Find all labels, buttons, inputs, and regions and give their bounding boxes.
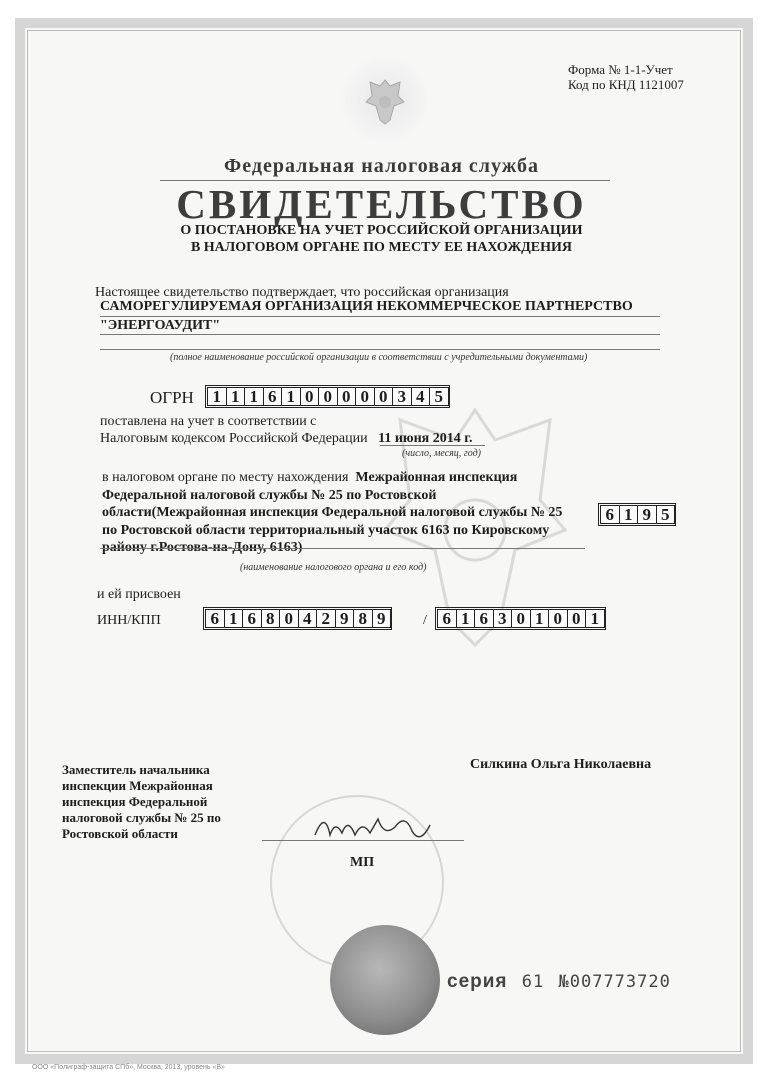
signatory-title-line: инспекция Федеральной	[62, 794, 208, 809]
ogrn-digit-cell: 1	[244, 387, 264, 406]
kpp-digits	[437, 609, 604, 628]
tax-authority	[102, 469, 582, 557]
ogrn-digit-cell: 1	[207, 387, 227, 406]
kpp-digit-cell: 1	[456, 609, 476, 628]
innkpp-label: ИНН/КПП	[97, 613, 161, 628]
kpp-digit-cell: 0	[511, 609, 531, 628]
agency-name: Федеральная налоговая служба	[224, 155, 539, 177]
inn-digit-cell: 2	[316, 609, 336, 628]
authority-name-line: Межрайонная инспекция	[355, 470, 518, 485]
inn-digit-cell: 8	[353, 609, 373, 628]
innkpp-separator: /	[423, 613, 427, 628]
signatory-title	[62, 762, 221, 842]
authority-name-line: Федеральной налоговой службы № 25 по Ростовской	[102, 487, 437, 503]
inn-digit-cell: 9	[335, 609, 355, 628]
inn-digit-cell: 8	[261, 609, 281, 628]
ogrn-digits	[207, 387, 448, 406]
ogrn-digit-cell: 0	[355, 387, 375, 406]
assigned-text: и ей присвоен	[97, 587, 181, 602]
form-number-line: Форма № 1-1-Учет	[568, 62, 673, 77]
ogrn-digit-cell: 4	[411, 387, 431, 406]
registration-date: 11 июня 2014 г.	[378, 431, 473, 446]
inn-digit-cell: 6	[242, 609, 262, 628]
ogrn-digit-cell: 6	[263, 387, 283, 406]
ogrn-digit-cell: 5	[429, 387, 449, 406]
kpp-digit-cell: 3	[493, 609, 513, 628]
date-underline	[380, 445, 485, 446]
inn-digit-cell: 9	[372, 609, 392, 628]
certificate-title: СВИДЕТЕЛЬСТВО	[176, 181, 587, 227]
authority-code-field	[598, 503, 676, 526]
serial-label: серия	[447, 971, 508, 992]
signatory-title-line: Заместитель начальника	[62, 762, 210, 777]
inn-digit-cell: 1	[224, 609, 244, 628]
kpp-digit-cell: 1	[585, 609, 605, 628]
kpp-field	[435, 607, 606, 630]
ogrn-digit-cell: 0	[374, 387, 394, 406]
signatory-title-line: инспекции Межрайонная	[62, 778, 213, 793]
tax-code-text: Налоговым кодексом Российской Федерации	[100, 431, 368, 446]
authority-name-line: по Ростовской области территориальный участок 6163 по Кировскому	[102, 522, 550, 538]
knd-code-line: Код по КНД 1121007	[568, 77, 684, 92]
ogrn-label: ОГРН	[150, 388, 194, 407]
authority-code-digit-cell: 1	[619, 505, 639, 524]
authority-code-digit-cell: 9	[637, 505, 657, 524]
kpp-digit-cell: 6	[437, 609, 457, 628]
inn-digit-cell: 4	[298, 609, 318, 628]
subtitle-line: О ПОСТАНОВКЕ НА УЧЕТ РОССИЙСКОЙ ОРГАНИЗАЦИИ	[180, 223, 583, 238]
ogrn-digit-cell: 3	[392, 387, 412, 406]
org-underline	[100, 334, 660, 335]
signatory-title-line: Ростовской области	[62, 826, 178, 841]
kpp-digit-cell: 0	[548, 609, 568, 628]
subtitle-line: В НАЛОГОВОМ ОРГАНЕ ПО МЕСТУ ЕЕ НАХОЖДЕНИЯ	[190, 240, 573, 255]
authority-code-digits	[600, 505, 674, 524]
authority-underline	[100, 548, 585, 549]
signature-image	[300, 805, 450, 850]
org-name-hint: (полное наименование российской организации в соответствии с учредительными документами)	[170, 352, 588, 363]
org-underline	[100, 349, 660, 350]
date-hint: (число, месяц, год)	[402, 448, 481, 459]
signatory-title-line: налоговой службы № 25 по	[62, 810, 221, 825]
mp-label: МП	[350, 855, 375, 870]
inn-digit-cell: 0	[279, 609, 299, 628]
ogrn-digit-cell: 1	[226, 387, 246, 406]
inn-digit-cell: 6	[205, 609, 225, 628]
authority-code-digit-cell: 6	[600, 505, 620, 524]
kpp-digit-cell: 0	[567, 609, 587, 628]
certificate-subtitle	[0, 222, 763, 256]
hologram-seal	[330, 925, 440, 1035]
ogrn-digit-cell: 0	[337, 387, 357, 406]
kpp-digit-cell: 1	[530, 609, 550, 628]
intro-text: Настоящее свидетельство подтверждает, что российская организация	[95, 285, 509, 300]
serial-series: 61	[521, 972, 545, 992]
signatory-name: Силкина Ольга Николаевна	[470, 757, 652, 772]
printer-imprint: ООО «Полиграф-защита СПб», Москва, 2013, уровень «В»	[32, 1064, 225, 1071]
inn-digits	[205, 609, 390, 628]
authority-hint: (наименование налогового органа и его код)	[240, 562, 427, 573]
form-number	[568, 62, 684, 92]
ogrn-digit-cell: 1	[281, 387, 301, 406]
ogrn-digit-cell: 0	[318, 387, 338, 406]
ogrn-field	[205, 385, 450, 408]
org-name-line: "ЭНЕРГОАУДИТ"	[100, 318, 221, 333]
kpp-digit-cell: 6	[474, 609, 494, 628]
authority-line	[102, 469, 582, 487]
signature-line	[262, 840, 464, 841]
double-headed-eagle-icon	[360, 72, 410, 127]
inn-field	[203, 607, 392, 630]
authority-name-line: области(Межрайонная инспекция Федеральной налоговой службы № 25	[102, 505, 563, 520]
serial-blank-number: №007773720	[558, 972, 671, 992]
ogrn-digit-cell: 0	[300, 387, 320, 406]
authority-code-digit-cell: 5	[656, 505, 676, 524]
org-name-line: САМОРЕГУЛИРУЕМАЯ ОРГАНИЗАЦИЯ НЕКОММЕРЧЕСКОЕ ПАРТНЕРСТВО	[100, 299, 633, 314]
registration-line: поставлена на учет в соответствии с	[100, 414, 317, 429]
authority-intro: в налоговом органе по месту нахождения	[102, 470, 349, 485]
authority-name-line: району г.Ростова-на-Дону, 6163)	[102, 540, 303, 555]
registration-text	[100, 413, 473, 447]
serial-number	[447, 971, 671, 993]
org-underline	[100, 316, 660, 317]
